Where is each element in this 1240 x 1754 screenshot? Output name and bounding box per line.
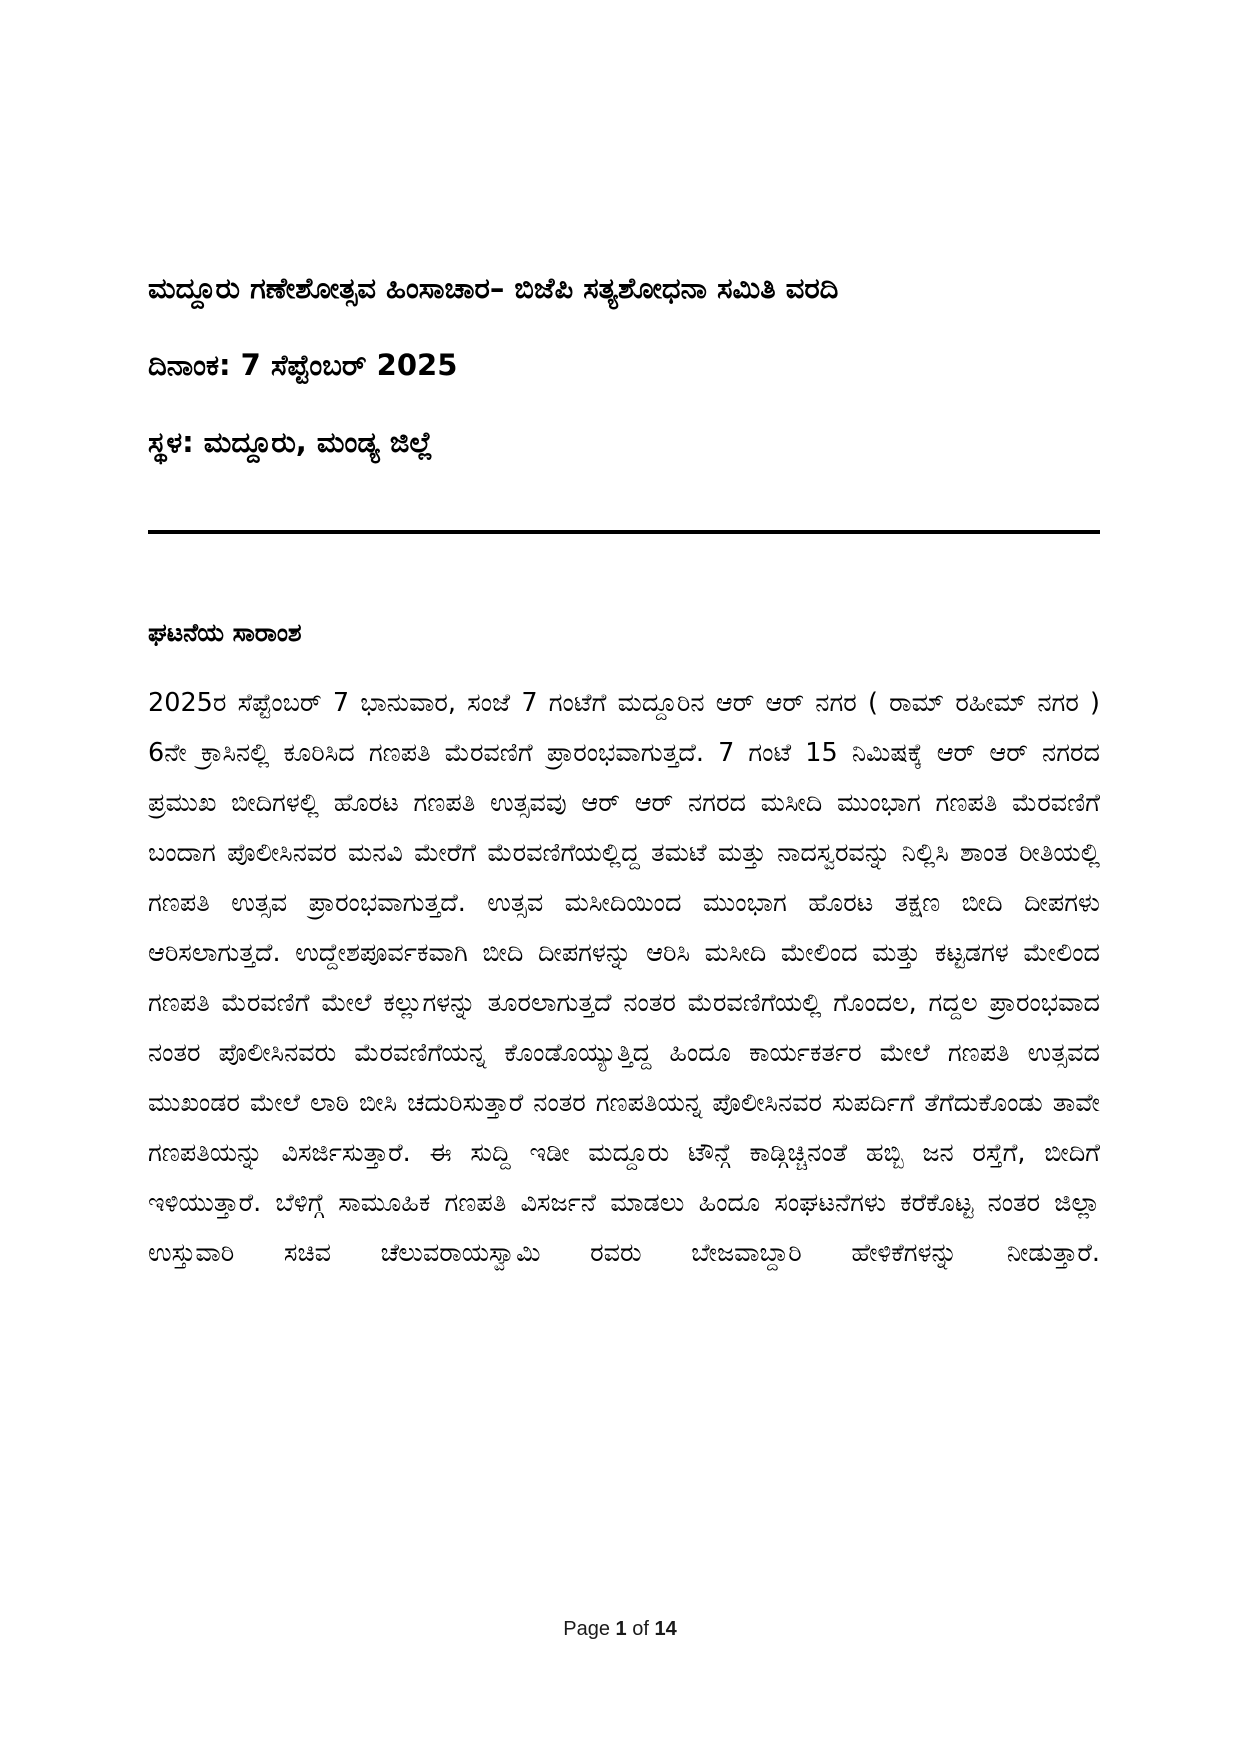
document-title: ಮದ್ದೂರು ಗಣೇಶೋತ್ಸವ ಹಿಂಸಾಚಾರ– ಬಿಜೆಪಿ ಸತ್ಯಶೋಧನಾ ಸಮಿತಿ ವರದಿ xyxy=(148,271,839,305)
of-word: of xyxy=(632,1618,649,1640)
document-place: ಸ್ಥಳ: ಮದ್ದೂರು, ಮಂಡ್ಯ ಜಿಲ್ಲೆ xyxy=(148,425,433,459)
page-footer xyxy=(0,1616,1240,1642)
summary-paragraph: 2025ರ ಸೆಪ್ಟೆಂಬರ್ 7 ಭಾನುವಾರ, ಸಂಜೆ 7 ಗಂಟೆಗೆ ಮದ್ದೂರಿನ ಆರ್ ಆರ್ ನಗರ ( ರಾಮ್ ರಹೀಮ್ ನಗರ ) 6ನೇ ಕ್ರಾಸಿನಲ್ಲಿ ಕೂರಿಸಿದ ಗಣಪತಿ ಮೆರವಣಿಗೆ ಪ್ರಾರಂಭವಾಗುತ್ತದೆ. 7 ಗಂಟೆ 15 ನಿಮಿಷಕ್ಕೆ ಆರ್ ಆರ್ ನಗರದ ಪ್ರಮುಖ ಬೀದಿಗಳಲ್ಲಿ ಹೊರಟ ಗಣಪತಿ ಉತ್ಸವವು ಆರ್ ಆರ್ ನಗರದ ಮಸೀದಿ ಮುಂಭಾಗ ಗಣಪತಿ ಮೆರವಣಿಗೆ ಬಂದಾಗ ಪೊಲೀಸಿನವರ ಮನವಿ ಮೇರೆಗೆ ಮೆರವಣಿಗೆಯಲ್ಲಿದ್ದ ತಮಟೆ ಮತ್ತು ನಾದಸ್ವರವನ್ನು ನಿಲ್ಲಿಸಿ ಶಾಂತ ರೀತಿಯಲ್ಲಿ ಗಣಪತಿ ಉತ್ಸವ ಪ್ರಾರಂಭವಾಗುತ್ತದೆ. ಉತ್ಸವ ಮಸೀದಿಯಿಂದ ಮುಂಭಾಗ ಹೊರಟ ತಕ್ಷಣ ಬೀದಿ ದೀಪಗಳು ಆರಿಸಲಾಗುತ್ತದೆ. ಉದ್ದೇಶಪೂರ್ವಕವಾಗಿ ಬೀದಿ ದೀಪಗಳನ್ನು ಆರಿಸಿ ಮಸೀದಿ ಮೇಲಿಂದ ಮತ್ತು ಕಟ್ಟಡಗಳ ಮೇಲಿಂದ ಗಣಪತಿ ಮೆರವಣಿಗೆ ಮೇಲೆ ಕಲ್ಲುಗಳನ್ನು ತೂರಲಾಗುತ್ತದೆ ನಂತರ ಮೆರವಣಿಗೆಯಲ್ಲಿ ಗೊಂದಲ, ಗದ್ದಲ ಪ್ರಾರಂಭವಾದ ನಂತರ ಪೊಲೀಸಿನವರು ಮೆರವಣಿಗೆಯನ್ನ ಕೊಂಡೊಯ್ಯುತ್ತಿದ್ದ ಹಿಂದೂ ಕಾರ್ಯಕರ್ತರ ಮೇಲೆ ಗಣಪತಿ ಉತ್ಸವದ ಮುಖಂಡರ ಮೇಲೆ ಲಾಠಿ ಬೀಸಿ ಚದುರಿಸುತ್ತಾರೆ ನಂತರ ಗಣಪತಿಯನ್ನ ಪೊಲೀಸಿನವರ ಸುಪರ್ದಿಗೆ ತೆಗೆದುಕೊಂಡು ತಾವೇ ಗಣಪತಿಯನ್ನು ವಿಸರ್ಜಿಸುತ್ತಾರೆ. ಈ ಸುದ್ದಿ ಇಡೀ ಮದ್ದೂರು ಟೌನ್ಗೆ ಕಾಡ್ಗಿಚ್ಚಿನಂತೆ ಹಬ್ಬಿ ಜನ ರಸ್ತೆಗೆ, ಬೀದಿಗೆ ಇಳಿಯುತ್ತಾರೆ. ಬೆಳಿಗ್ಗೆ ಸಾಮೂಹಿಕ ಗಣಪತಿ ವಿಸರ್ಜನೆ ಮಾಡಲು ಹಿಂದೂ ಸಂಘಟನೆಗಳು ಕರೆಕೊಟ್ಟ ನಂತರ ಜಿಲ್ಲಾ ಉಸ್ತುವಾರಿ ಸಚಿವ ಚೆಲುವರಾಯಸ್ವಾಮಿ ರವರು ಬೇಜವಾಬ್ದಾರಿ ಹೇಳಿಕೆಗಳನ್ನು ನೀಡುತ್ತಾರೆ. xyxy=(148,688,1100,1268)
current-page-number: 1 xyxy=(615,1618,627,1640)
total-pages-number: 14 xyxy=(654,1618,677,1640)
document-date: ದಿನಾಂಕ: 7 ಸೆಪ್ಟೆಂಬರ್ 2025 xyxy=(148,348,458,382)
section-heading: ಘಟನೆಯ ಸಾರಾಂಶ xyxy=(148,618,302,647)
horizontal-divider xyxy=(148,530,1100,534)
document-header xyxy=(148,268,1098,499)
page-word: Page xyxy=(563,1618,610,1640)
